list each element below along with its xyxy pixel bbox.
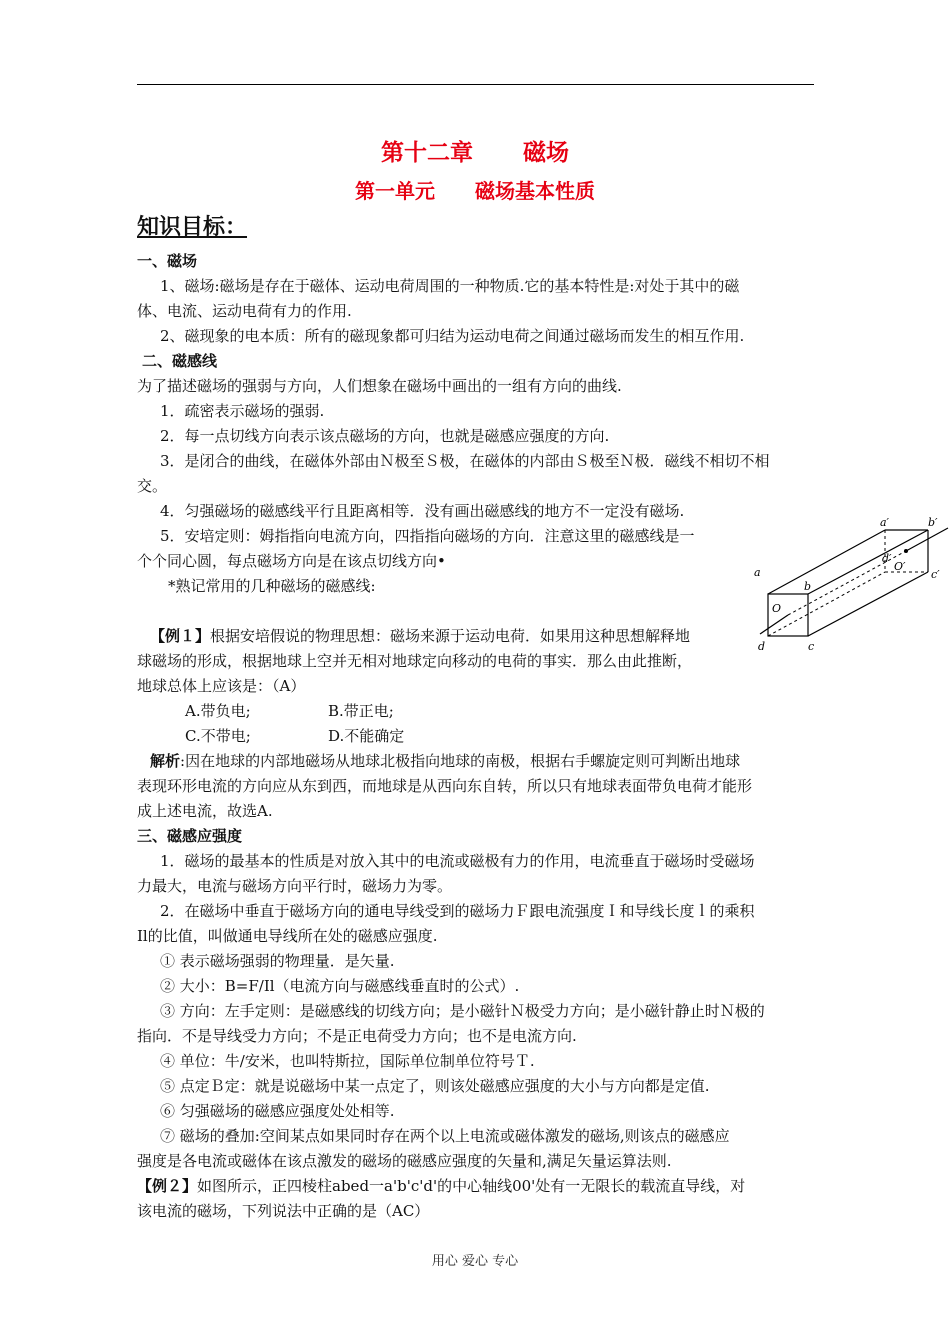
example-line: 球磁场的形成，根据地球上空并无相对地球定向移动的电荷的事实．那么由此推断， — [137, 652, 693, 670]
solution-text: :因在地球的内部地磁场从地球北极指向地球的南极，根据右手螺旋定则可判断出地球 — [180, 752, 741, 770]
chapter-name: 磁场 — [523, 140, 569, 166]
page-footer: 用心 爱心 专心 — [431, 1254, 519, 1269]
list-item: ⑤ 点定Ｂ定：就是说磁场中某一点定了，则该处磁感应强度的大小与方向都是定值. — [160, 1077, 710, 1095]
note-line: *熟记常用的几种磁场的磁感线: — [168, 577, 376, 595]
objectives-heading: 知识目标： — [137, 215, 248, 240]
paragraph-line: 个个同心圆，每点磁场方向是在该点切线方向• — [137, 552, 446, 570]
label-c-prime: c′ — [931, 568, 940, 581]
prism-figure — [750, 512, 950, 657]
paragraph-line: 为了描述磁场的强弱与方向，人们想象在磁场中画出的一组有方向的曲线. — [137, 377, 622, 395]
label-d-prime: d′ — [882, 552, 892, 565]
solution-line: 成上述电流，故选A. — [137, 802, 273, 820]
example-text: 如图所示，正四棱柱abed一a'b'c'd'的中心轴线00'处有一无限长的载流直导线，对 — [197, 1177, 746, 1195]
list-item: ① 表示磁场强弱的物理量．是矢量. — [160, 952, 395, 970]
label-c: c — [808, 640, 815, 653]
paragraph-line: 强度是各电流或磁体在该点激发的磁场的磁感应强度的矢量和,满足矢量运算法则. — [137, 1152, 672, 1170]
list-item: 4．匀强磁场的磁感线平行且距离相等．没有画出磁感线的地方不一定没有磁场. — [160, 502, 685, 520]
list-item: 1．疏密表示磁场的强弱. — [160, 402, 325, 420]
wire-in — [760, 615, 788, 634]
paragraph-line: Il的比值，叫做通电导线所在处的磁感应强度. — [137, 927, 438, 945]
header-rule — [137, 84, 814, 85]
list-item: 1．磁场的最基本的性质是对放入其中的电流或磁极有力的作用，电流垂直于磁场时受磁场 — [160, 852, 755, 870]
list-item: 2．在磁场中垂直于磁场方向的通电导线受到的磁场力Ｆ跟电流强度Ｉ和导线长度ｌ的乘积 — [160, 902, 755, 920]
center-point — [904, 549, 908, 553]
solution-line — [150, 751, 740, 771]
label-o: O — [772, 602, 782, 615]
wire-out — [906, 528, 948, 551]
option-b: B.带正电; — [328, 702, 394, 720]
list-item: ② 大小：B=F/Il（电流方向与磁感线垂直时的公式）. — [160, 977, 520, 995]
chapter-title — [0, 134, 950, 167]
paragraph-line: 指向．不是导线受力方向；不是正电荷受力方向；也不是电流方向. — [137, 1027, 577, 1045]
paragraph-line: 2、磁现象的电本质：所有的磁现象都可归结为运动电荷之间通过磁场而发生的相互作用. — [160, 327, 745, 345]
label-a: a — [754, 566, 761, 579]
solution-label: 解析 — [150, 752, 181, 770]
option-d: D.不能确定 — [328, 727, 405, 745]
list-item: ⑥ 匀强磁场的磁感应强度处处相等. — [160, 1102, 395, 1120]
paragraph-line: 1、磁场:磁场是存在于磁体、运动电荷周围的一种物质.它的基本特性是:对处于其中的磁 — [160, 277, 740, 295]
section-heading: 二、磁感线 — [142, 352, 218, 370]
example-text: 根据安培假说的物理思想：磁场来源于运动电荷．如果用这种思想解释地 — [210, 627, 691, 645]
label-o-prime: O′ — [894, 560, 906, 573]
example-label: 【例２】 — [137, 1177, 198, 1195]
list-item: ③ 方向：左手定则：是磁感线的切线方向；是小磁针Ｎ极受力方向；是小磁针静止时Ｎ极的 — [160, 1002, 765, 1020]
unit-title — [0, 175, 950, 204]
example-line: 该电流的磁场，下列说法中正确的是（AC） — [137, 1202, 430, 1220]
section-heading: 三、磁感应强度 — [137, 827, 243, 845]
list-item: 2．每一点切线方向表示该点磁场的方向，也就是磁感应强度的方向. — [160, 427, 610, 445]
paragraph-line: 交。 — [137, 477, 168, 495]
list-item: 3．是闭合的曲线，在磁体外部由Ｎ极至Ｓ极，在磁体的内部由Ｓ极至Ｎ极．磁线不相切不相 — [160, 452, 770, 470]
unit-number: 第一单元 — [355, 179, 435, 203]
list-item: 5．安培定则：姆指指向电流方向，四指指向磁场的方向．注意这里的磁感线是一 — [160, 527, 695, 545]
chapter-number: 第十二章 — [381, 140, 473, 166]
option-c: C.不带电; — [185, 727, 251, 745]
section-heading: 一、磁场 — [137, 252, 198, 270]
label-a-prime: a′ — [880, 516, 890, 529]
option-a: A.带负电; — [185, 702, 251, 720]
example-line: 地球总体上应该是：（A） — [137, 677, 306, 695]
list-item: ⑦ 磁场的叠加:空间某点如果同时存在两个以上电流或磁体激发的磁场,则该点的磁感应 — [160, 1127, 730, 1145]
paragraph-line: 力最大，电流与磁场方向平行时，磁场力为零。 — [137, 877, 453, 895]
paragraph-line: 体、电流、运动电荷有力的作用. — [137, 302, 352, 320]
label-d: d — [758, 640, 766, 653]
solution-line: 表现环形电流的方向应从东到西，而地球是从西向东自转，所以只有地球表面带负电荷才能形 — [137, 777, 753, 795]
label-b: b — [804, 580, 812, 593]
example-line — [137, 1176, 745, 1196]
example-label: 【例１】 — [150, 627, 211, 645]
example-line — [150, 626, 690, 646]
label-b-prime: b′ — [928, 516, 938, 529]
list-item: ④ 单位：牛/安米，也叫特斯拉，国际单位制单位符号Ｔ. — [160, 1052, 535, 1070]
unit-name: 磁场基本性质 — [475, 179, 595, 203]
